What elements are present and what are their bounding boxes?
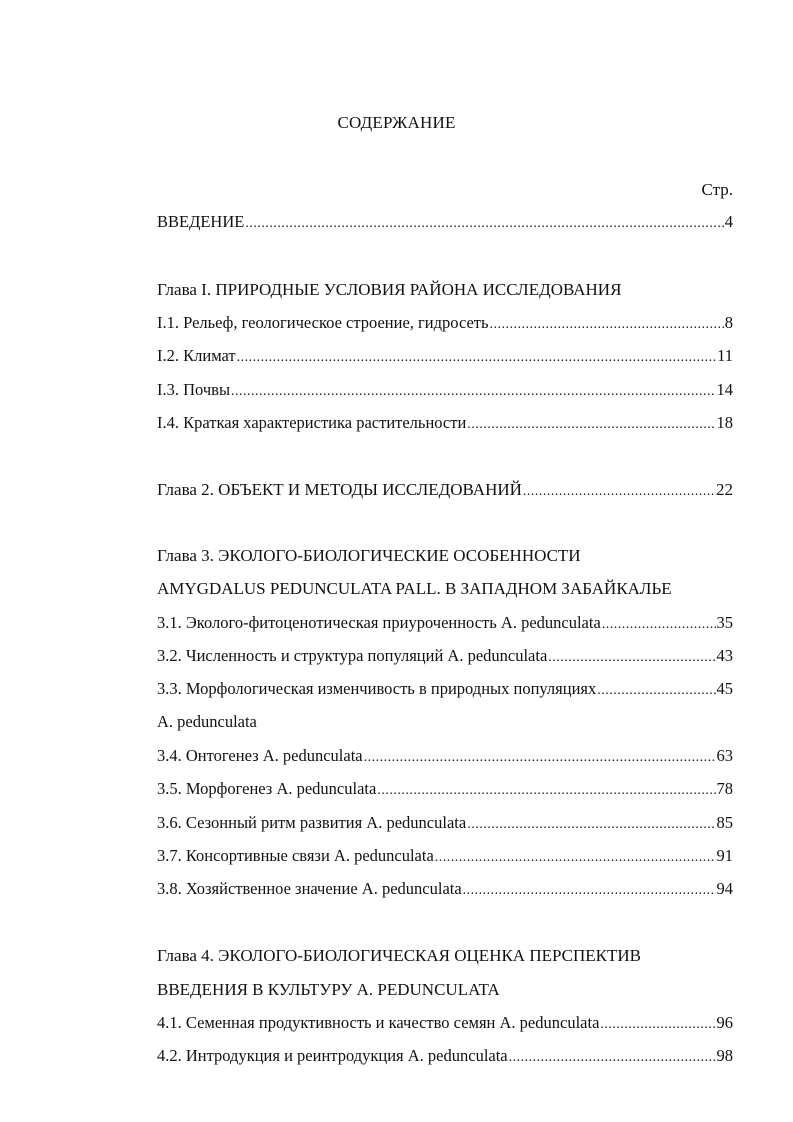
- toc-entry-4-1[interactable]: [157, 1013, 733, 1035]
- toc-entry-label: 3.7. Консортивные связи A. pedunculata: [157, 846, 434, 865]
- chapter-4-heading-line-1: Глава 4. ЭКОЛОГО-БИОЛОГИЧЕСКАЯ ОЦЕНКА ПЕРСПЕКТИВ: [157, 946, 641, 965]
- leader-dots: [467, 817, 715, 833]
- toc-entry-page: 14: [716, 380, 733, 399]
- toc-entry-3-7[interactable]: [157, 846, 733, 868]
- leader-dots: [467, 417, 715, 433]
- toc-entry-label: 4.2. Интродукция и реинтродукция A. pedunculata: [157, 1046, 508, 1065]
- leader-dots: [364, 750, 716, 766]
- toc-entry-page: 18: [716, 413, 733, 432]
- toc-entry-page: 78: [716, 779, 733, 798]
- toc-entry-page: 98: [716, 1046, 733, 1065]
- toc-entry-label: 4.1. Семенная продуктивность и качество семян A. pedunculata: [157, 1013, 600, 1032]
- toc-entry-page: 4: [724, 212, 733, 231]
- toc-entry-4-2[interactable]: [157, 1046, 733, 1068]
- toc-entry-3-5[interactable]: [157, 779, 733, 801]
- leader-dots: [231, 384, 715, 400]
- toc-entry-page: 8: [724, 313, 733, 332]
- toc-entry-label: I.4. Краткая характеристика растительности: [157, 413, 467, 432]
- leader-dots: [490, 317, 724, 333]
- toc-entry-page: 45: [716, 679, 733, 698]
- toc-entry-1-4[interactable]: [157, 413, 733, 435]
- toc-entry-page: 43: [716, 646, 733, 665]
- leader-dots: [602, 617, 716, 633]
- leader-dots: [435, 850, 716, 866]
- toc-entry-3-6[interactable]: [157, 813, 733, 835]
- toc-entry-page: 94: [716, 879, 733, 898]
- toc-entry-label: 3.8. Хозяйственное значение A. pedunculata: [157, 879, 462, 898]
- leader-dots: [509, 1050, 716, 1066]
- leader-dots: [523, 484, 715, 500]
- toc-entry-label: 3.5. Морфогенез A. pedunculata: [157, 779, 377, 798]
- toc-entry-1-3[interactable]: [157, 380, 733, 402]
- toc-entry-1-2[interactable]: [157, 346, 733, 368]
- toc-entry-intro[interactable]: [157, 212, 733, 234]
- toc-entry-page: 96: [716, 1013, 733, 1032]
- toc-entry-3-4[interactable]: [157, 746, 733, 768]
- leader-dots: [245, 216, 723, 232]
- leader-dots: [597, 683, 715, 699]
- toc-entry-label: I.3. Почвы: [157, 380, 231, 399]
- leader-dots: [600, 1017, 715, 1033]
- toc-entry-3-2[interactable]: [157, 646, 733, 668]
- toc-entry-page: 35: [716, 613, 733, 632]
- leader-dots: [463, 883, 716, 899]
- chapter-3-heading-line-1: Глава 3. ЭКОЛОГО-БИОЛОГИЧЕСКИЕ ОСОБЕННОСТИ: [157, 546, 581, 565]
- toc-entry-label: 3.3. Морфологическая изменчивость в природных популяциях: [157, 679, 597, 698]
- toc-entry-label: 3.1. Эколого-фитоценотическая приуроченность A. pedunculata: [157, 613, 601, 632]
- toc-entry-label: 3.2. Численность и структура популяций A. pedunculata: [157, 646, 548, 665]
- toc-entry-label: 3.6. Сезонный ритм развития A. pedunculata: [157, 813, 467, 832]
- toc-title: СОДЕРЖАНИЕ: [337, 113, 456, 132]
- chapter-3-heading-line-2: AMYGDALUS PEDUNCULATA PALL. В ЗАПАДНОМ ЗАБАЙКАЛЬЕ: [157, 579, 672, 598]
- toc-entry-3-3-continuation: A. pedunculata: [157, 712, 257, 731]
- toc-entry-label: Глава 2. ОБЪЕКТ И МЕТОДЫ ИССЛЕДОВАНИЙ: [157, 480, 522, 499]
- toc-entry-page: 22: [716, 480, 733, 499]
- toc-entry-page: 91: [716, 846, 733, 865]
- toc-entry-page: 85: [716, 813, 733, 832]
- toc-entry-1-1[interactable]: [157, 313, 733, 335]
- chapter-1-heading: Глава I. ПРИРОДНЫЕ УСЛОВИЯ РАЙОНА ИССЛЕДОВАНИЯ: [157, 280, 622, 299]
- leader-dots: [377, 783, 715, 799]
- toc-entry-label: I.2. Климат: [157, 346, 236, 365]
- toc-entry-page: 63: [716, 746, 733, 765]
- toc-entry-label: I.1. Рельеф, геологическое строение, гидросеть: [157, 313, 489, 332]
- toc-entry-label: 3.4. Онтогенез A. pedunculata: [157, 746, 363, 765]
- toc-entry-3-1[interactable]: [157, 613, 733, 635]
- chapter-4-heading-line-2: ВВЕДЕНИЯ В КУЛЬТУРУ A. PEDUNCULATA: [157, 980, 500, 999]
- leader-dots: [237, 350, 716, 366]
- page-column-label: Стр.: [701, 180, 733, 199]
- toc-entry-3-3[interactable]: [157, 679, 733, 701]
- toc-entry-page: 11: [717, 346, 733, 365]
- toc-entry-label: ВВЕДЕНИЕ: [157, 212, 245, 231]
- toc-entry-chapter-2[interactable]: [157, 480, 733, 502]
- leader-dots: [548, 650, 715, 666]
- toc-entry-3-8[interactable]: [157, 879, 733, 901]
